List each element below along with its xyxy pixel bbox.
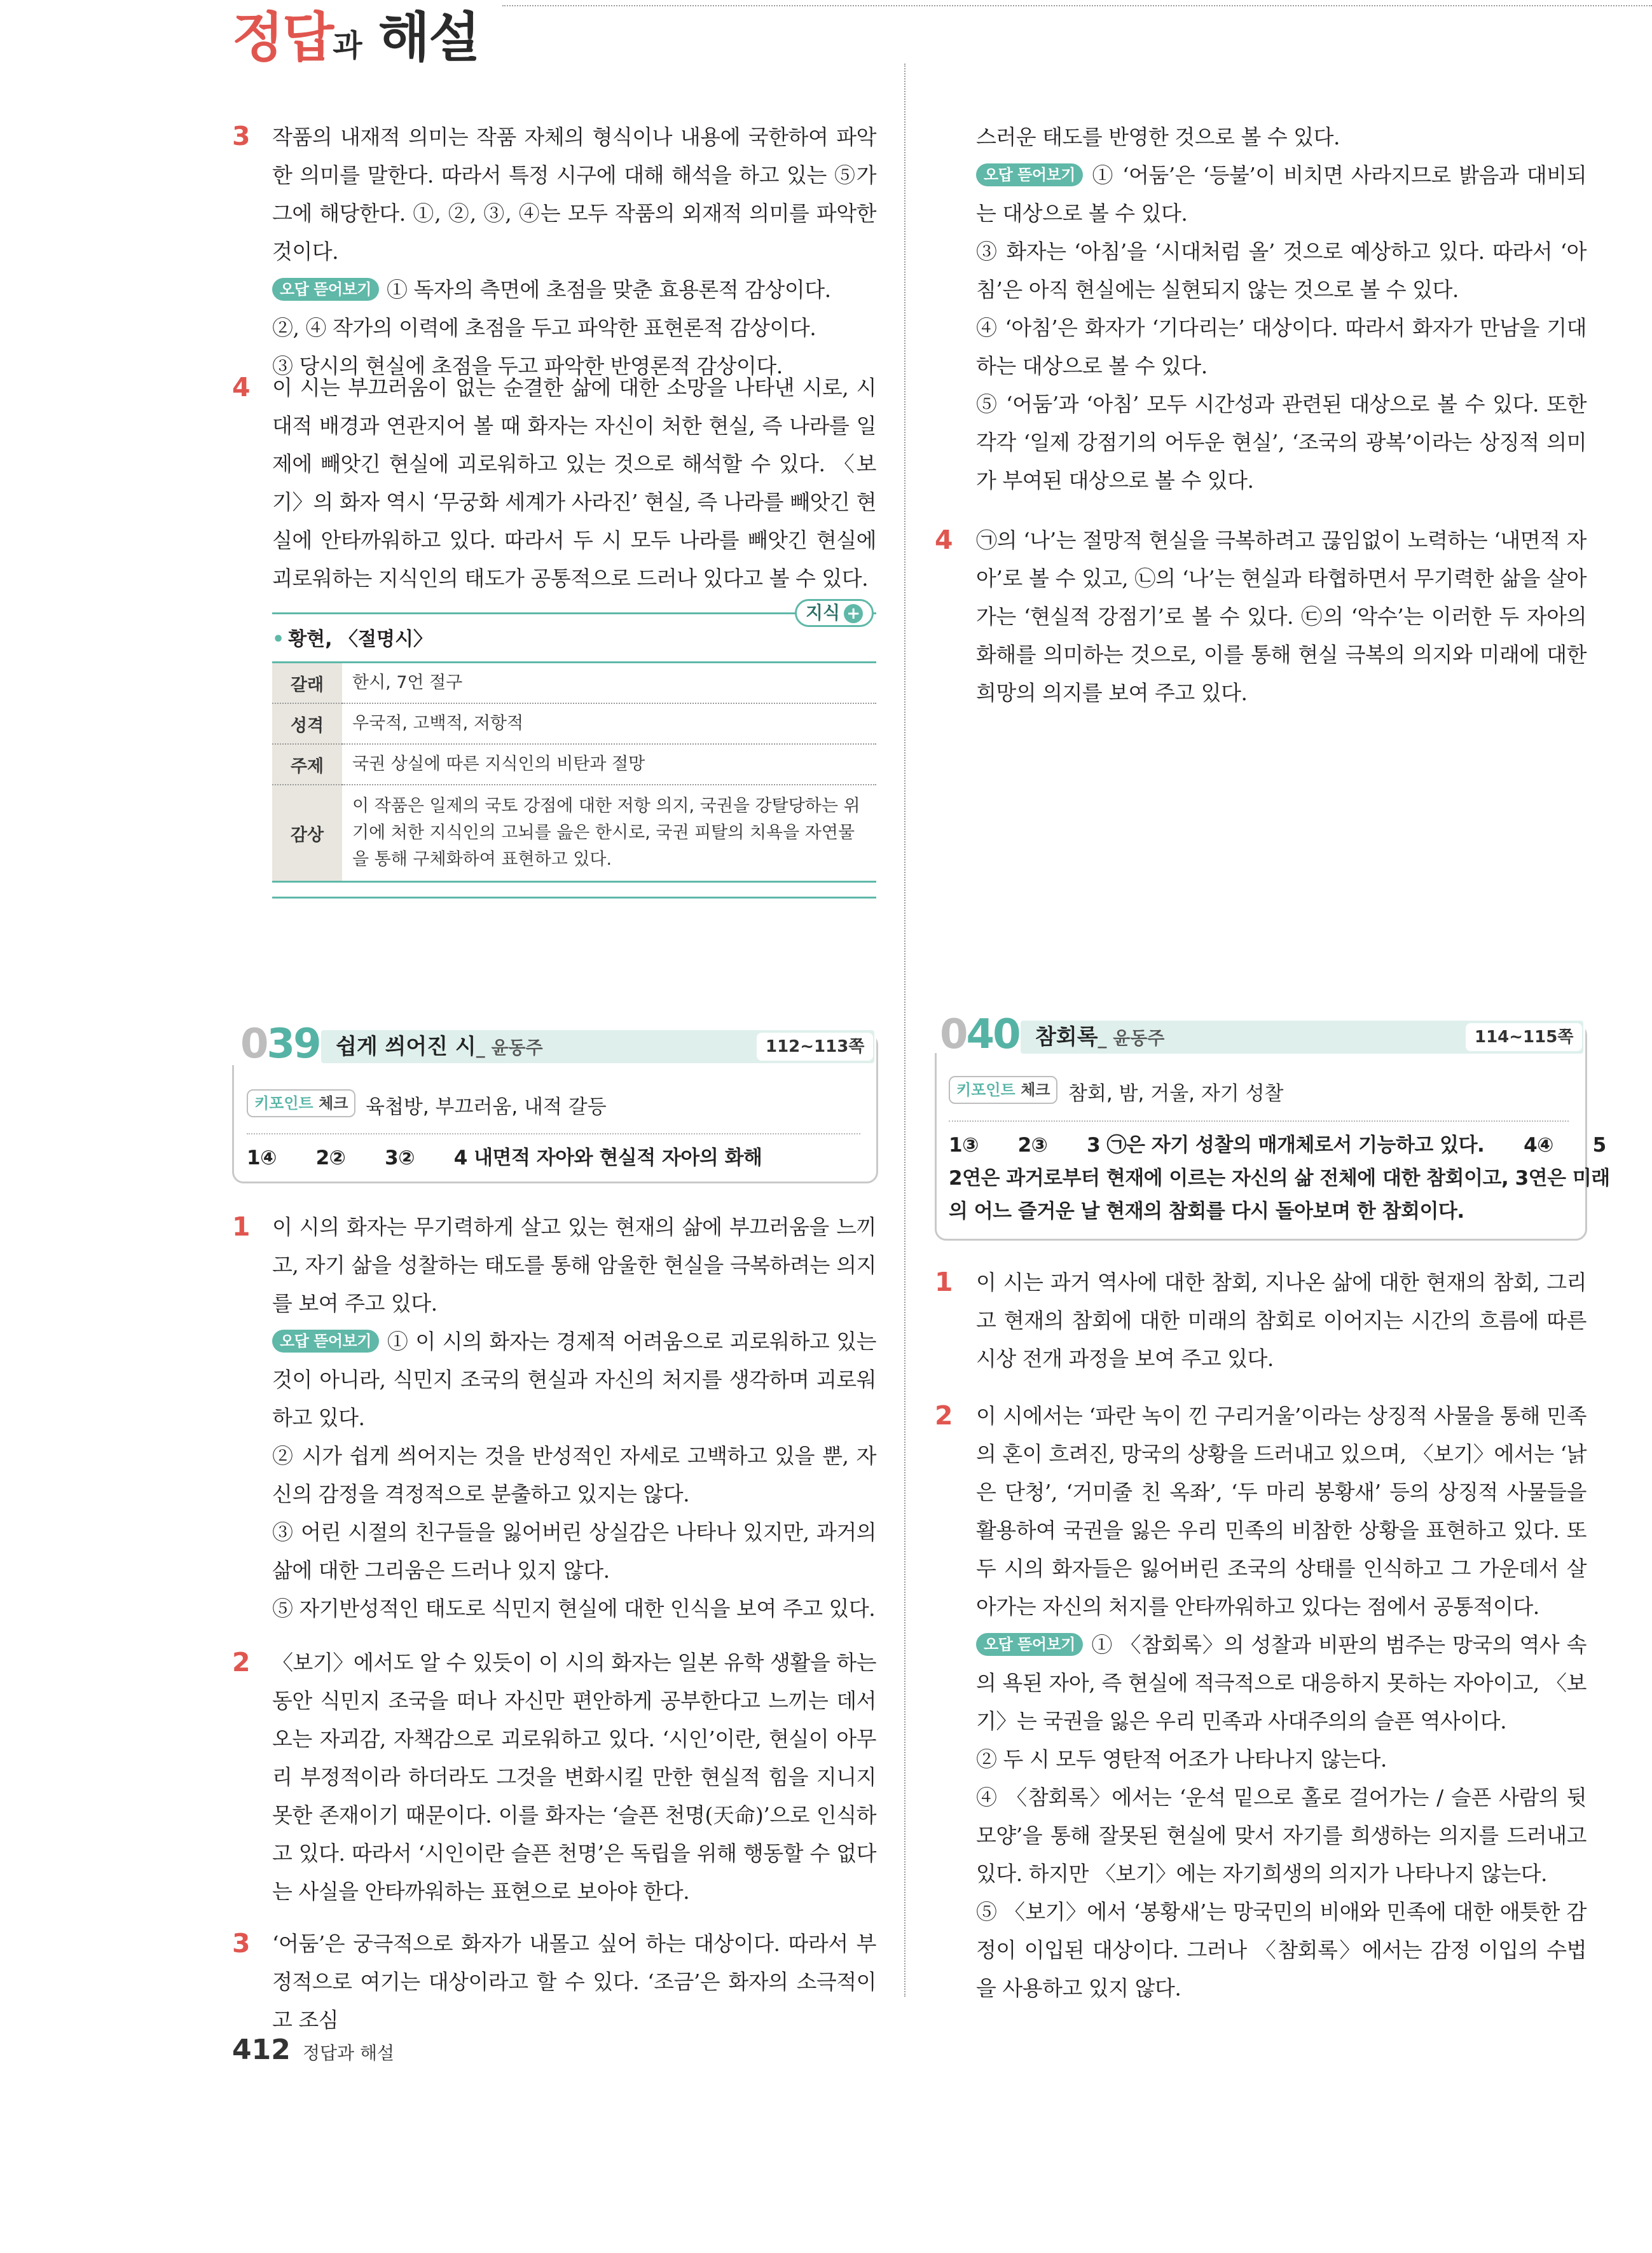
item-number: 2 xyxy=(232,1647,251,1678)
keypoint-tag xyxy=(247,1089,355,1117)
keypoint-tag-label: 키포인트 xyxy=(956,1081,1015,1099)
answer-line: 의 어느 즐거운 날 현재의 참회를 다시 돌아보며 한 참회이다. xyxy=(949,1200,1464,1223)
right-item3-cont xyxy=(976,118,1587,500)
poem-author: _ 윤동주 xyxy=(1098,1028,1165,1049)
question-number xyxy=(240,1021,320,1068)
table-cell: 우국적, 고백적, 저항적 xyxy=(342,703,876,744)
note-text: ⑤ 자기반성적인 태도로 식민지 현실에 대한 인식을 보여 주고 있다. xyxy=(272,1596,876,1621)
footer-label: 정답과 해설 xyxy=(302,2043,395,2064)
page-header-title xyxy=(232,0,479,72)
item-text: 이 시에서는 ‘파란 녹이 낀 구리거울’이라는 상징적 사물을 통해 민족의 혼이 흐려진, 망국의 상황을 드러내고 있으며, 〈보기〉에서는 ‘낡은 단청’, ‘거미줄 친 옥좌’, ‘두 마리 봉황새’ 등의 상징적 사물들을 활용하여 국권을 잃은 우리 민족의 비참한 상황을 표현하고 있다. 또 두 시의 화자들은 잃어버린 조국의 상태를 인식하고 그 가운데서 살아가는 자신의 처지를 안타까워하고 있다는 점에서 공통적이다. xyxy=(976,1403,1587,1619)
wrong-answer-badge: 오답 뜯어보기 xyxy=(976,1633,1083,1656)
keypoint-tag-check: 체크 xyxy=(1021,1081,1050,1099)
note-text: ②, ④ 작가의 이력에 초점을 두고 파악한 표현론적 감상이다. xyxy=(272,315,816,340)
table-row xyxy=(272,703,876,744)
left-item4 xyxy=(272,369,876,598)
note-text: ③ 화자는 ‘아침’을 ‘시대처럼 올’ 것으로 예상하고 있다. 따라서 ‘아침’은 아직 현실에는 실현되지 않는 것으로 볼 수 있다. xyxy=(976,239,1587,302)
note-text: ⑤ 〈보기〉에서 ‘봉황새’는 망국민의 비애와 민족에 대한 애틋한 감정이 이입된 대상이다. 그러나 〈참회록〉에서는 감정 이입의 수법을 사용하고 있지 않다. xyxy=(976,1899,1587,2001)
item-text: ‘어둠’은 궁극적으로 화자가 내몰고 싶어 하는 대상이다. 따라서 부정적으로 여기는 대상이라고 할 수 있다. ‘조금’은 화자의 소극적이고 조심 xyxy=(272,1931,876,2032)
q039-item2 xyxy=(272,1644,876,1911)
note-text: ④ 〈참회록〉에서는 ‘운석 밑으로 홀로 걸어가는 / 슬픈 사람의 뒷모양’을 통해 잘못된 현실에 맞서 자기를 희생하는 의지를 드러내고 있다. 하지만 〈보기〉에는 자기희생의 의지가 나타나지 않는다. xyxy=(976,1785,1587,1886)
table-cell: 한시, 7언 절구 xyxy=(342,663,876,704)
question-number-digits: 39 xyxy=(266,1021,320,1068)
item-text: 이 시는 부끄러움이 없는 순결한 삶에 대한 소망을 나타낸 시로, 시대적 배경과 연관지어 볼 때 화자는 자신이 처한 현실, 즉 나라를 일제에 빼앗긴 현실에 괴로워하고 있는 것으로 해석할 수 있다. 〈보기〉의 화자 역시 ‘무궁화 세계가 사라진’ 현실, 즉 나라를 빼앗긴 현실에 안타까워하고 있다. 따라서 두 시 모두 나라를 빼앗긴 현실에 괴로워하는 지식인의 태도가 공통적으로 드러나 있다고 볼 수 있다. xyxy=(272,375,876,591)
knowledge-title-text: 황현, 〈절명시〉 xyxy=(288,628,432,651)
item-number: 1 xyxy=(232,1211,251,1242)
plus-icon: + xyxy=(844,604,863,623)
table-header-cell: 주제 xyxy=(272,744,342,785)
header-title-main: 정답 xyxy=(232,6,333,69)
answer-line: 1③ 2③ 3 ㉠은 자기 성찰의 매개체로서 기능하고 있다. 4④ 5 xyxy=(949,1134,1606,1157)
knowledge-tag xyxy=(795,599,874,627)
poem-author: _ 윤동주 xyxy=(476,1037,543,1058)
table-row xyxy=(272,663,876,704)
wrong-answer-badge: 오답 뜯어보기 xyxy=(976,163,1083,186)
item-text: 〈보기〉에서도 알 수 있듯이 이 시의 화자는 일본 유학 생활을 하는 동안 식민지 조국을 떠나 자신만 편안하게 공부한다고 느끼는 데서 오는 자괴감, 자책감으로 괴로워하고 있다. ‘시인’이란, 현실이 아무리 부정적이라 하더라도 그것을 변화시킬 만한 현실적 힘을 지니지 못한 존재이기 때문이다. 이를 화자는 ‘슬픈 천명(天命)’으로 인식하고 있다. 따라서 ‘시인이란 슬픈 천명’은 독립을 위해 행동할 수 없다는 사실을 안타까워하는 표현으로 보아야 한다. xyxy=(272,1650,876,1904)
item-text: 작품의 내재적 의미는 작품 자체의 형식이나 내용에 국한하여 파악한 의미를 말한다. 따라서 특정 시구에 대해 해석을 하고 있는 ⑤가 그에 해당한다. ①, ②, ③, ④는 모두 작품의 외재적 의미를 파악한 것이다. xyxy=(272,125,876,264)
item-number: 3 xyxy=(232,121,251,151)
poem-title-text: 참회록 xyxy=(1035,1024,1098,1050)
page-footer xyxy=(232,2034,394,2066)
table-header-cell: 성격 xyxy=(272,703,342,744)
item-number: 1 xyxy=(935,1267,953,1297)
q039-item1 xyxy=(272,1208,876,1628)
table-row xyxy=(272,744,876,785)
page-range: 112~113쪽 xyxy=(757,1033,873,1061)
question-number-zero: 0 xyxy=(240,1021,267,1068)
keypoint-tag xyxy=(949,1076,1057,1104)
left-item3 xyxy=(272,118,876,385)
item-number: 2 xyxy=(935,1400,953,1431)
knowledge-title xyxy=(272,623,432,651)
q040-item1 xyxy=(976,1264,1587,1378)
keypoint-text: 참회, 밤, 거울, 자기 성찰 xyxy=(1068,1082,1284,1105)
note-text: ⑤ ‘어둠’과 ‘아침’ 모두 시간성과 관련된 대상으로 볼 수 있다. 또한 각각 ‘일제 강점기의 어두운 현실’, ‘조국의 광복’이라는 상징적 의미가 부여된 대상으로 볼 수 있다. xyxy=(976,392,1587,493)
keypoint-tag-check: 체크 xyxy=(319,1094,348,1112)
note-text: ③ 당시의 현실에 초점을 두고 파악한 반영론적 감상이다. xyxy=(272,354,783,378)
poem-title xyxy=(1035,1021,1164,1055)
item-text: 이 시의 화자는 무기력하게 살고 있는 현재의 삶에 부끄러움을 느끼고, 자기 삶을 성찰하는 태도를 통해 암울한 현실을 극복하려는 의지를 보여 주고 있다. xyxy=(272,1215,876,1316)
answer-line: 2연은 과거로부터 현재에 이르는 자신의 삶 전체에 대한 참회이고, 3연은 미래 xyxy=(949,1167,1610,1190)
question-number-zero: 0 xyxy=(940,1011,967,1058)
q040-item2 xyxy=(976,1397,1587,2008)
right-item4 xyxy=(976,521,1587,712)
header-title-small: 과 xyxy=(333,28,361,64)
item-text: 스러운 태도를 반영한 것으로 볼 수 있다. xyxy=(976,125,1340,149)
table-cell: 이 작품은 일제의 국토 강점에 대한 저항 의지, 국권을 강탈당하는 위기에 처한 지식인의 고뇌를 읊은 한시로, 국권 피탈의 치욕을 자연물을 통해 구체화하여 표현하고 있다. xyxy=(342,785,876,882)
note-text: ① 〈참회록〉의 성찰과 비판의 범주는 망국의 역사 속의 욕된 자아, 즉 현실에 적극적으로 대응하지 못하는 자아이고, 〈보기〉는 국권을 잃은 우리 민족과 사대주의의 슬픈 역사이다. xyxy=(976,1632,1587,1733)
item-text: ㉠의 ‘나’는 절망적 현실을 극복하려고 끊임없이 노력하는 ‘내면적 자아’로 볼 수 있고, ㉡의 ‘나’는 현실과 타협하면서 무기력한 삶을 살아가는 ‘현실적 강점기’로 볼 수 있다. ㉢의 ‘악수’는 이러한 두 자아의 화해를 의미하는 것으로, 이를 통해 현실 극복의 의지와 미래에 대한 희망의 의지를 보여 주고 있다. xyxy=(976,528,1587,705)
bullet-icon: • xyxy=(272,628,285,651)
table-cell: 국권 상실에 따른 지식인의 비탄과 절망 xyxy=(342,744,876,785)
note-text: ① ‘어둠’은 ‘등불’이 비치면 사라지므로 밝음과 대비되는 대상으로 볼 수 있다. xyxy=(976,163,1587,226)
keypoint-text: 육첩방, 부끄러움, 내적 갈등 xyxy=(366,1096,607,1119)
note-text: ① 이 시의 화자는 경제적 어려움으로 괴로워하고 있는 것이 아니라, 식민지 조국의 현실과 자신의 처지를 생각하며 괴로워하고 있다. xyxy=(272,1329,876,1430)
header-title-rest: 해설 xyxy=(378,6,479,69)
page-range: 114~115쪽 xyxy=(1466,1023,1582,1051)
note-text: ② 두 시 모두 영탄적 어조가 나타나지 않는다. xyxy=(976,1747,1387,1772)
answer-divider xyxy=(949,1120,1569,1122)
wrong-answer-badge: 오답 뜯어보기 xyxy=(272,1330,379,1353)
header-rule xyxy=(502,5,1652,6)
column-divider xyxy=(904,64,905,1997)
question-number-digits: 40 xyxy=(966,1011,1019,1058)
item-number: 3 xyxy=(232,1928,251,1959)
q039-item3 xyxy=(272,1925,876,2039)
item-number: 4 xyxy=(935,525,953,555)
poem-title-text: 쉽게 씌어진 시 xyxy=(336,1034,476,1059)
poem-title xyxy=(336,1030,543,1064)
table-row xyxy=(272,785,876,882)
note-text: ① 독자의 측면에 초점을 맞춘 효용론적 감상이다. xyxy=(386,277,831,302)
keypoint-tag-label: 키포인트 xyxy=(254,1094,313,1112)
note-text: ③ 어린 시절의 친구들을 잃어버린 상실감은 나타나 있지만, 과거의 삶에 대한 그리움은 드러나 있지 않다. xyxy=(272,1520,876,1583)
question-number xyxy=(940,1011,1019,1058)
answer-divider xyxy=(247,1133,860,1134)
knowledge-box-bottom-rule xyxy=(272,897,876,899)
page-number: 412 xyxy=(232,2034,291,2066)
knowledge-tag-label: 지식 xyxy=(806,602,841,623)
item-number: 4 xyxy=(232,372,251,403)
wrong-answer-badge: 오답 뜯어보기 xyxy=(272,278,379,301)
table-header-cell: 갈래 xyxy=(272,663,342,704)
table-header-cell: 감상 xyxy=(272,785,342,882)
item-text: 이 시는 과거 역사에 대한 참회, 지나온 삶에 대한 현재의 참회, 그리고 현재의 참회에 대한 미래의 참회로 이어지는 시간의 흐름에 따른 시상 전개 과정을 보여 주고 있다. xyxy=(976,1270,1587,1371)
answer-line: 1④ 2② 3② 4 내면적 자아와 현실적 자아의 화해 xyxy=(247,1147,762,1169)
note-text: ④ ‘아침’은 화자가 ‘기다리는’ 대상이다. 따라서 화자가 만남을 기대하는 대상으로 볼 수 있다. xyxy=(976,315,1587,378)
knowledge-table xyxy=(272,661,876,883)
note-text: ② 시가 쉽게 씌어지는 것을 반성적인 자세로 고백하고 있을 뿐, 자신의 감정을 격정적으로 분출하고 있지는 않다. xyxy=(272,1443,876,1506)
knowledge-box-top-rule xyxy=(272,612,876,614)
